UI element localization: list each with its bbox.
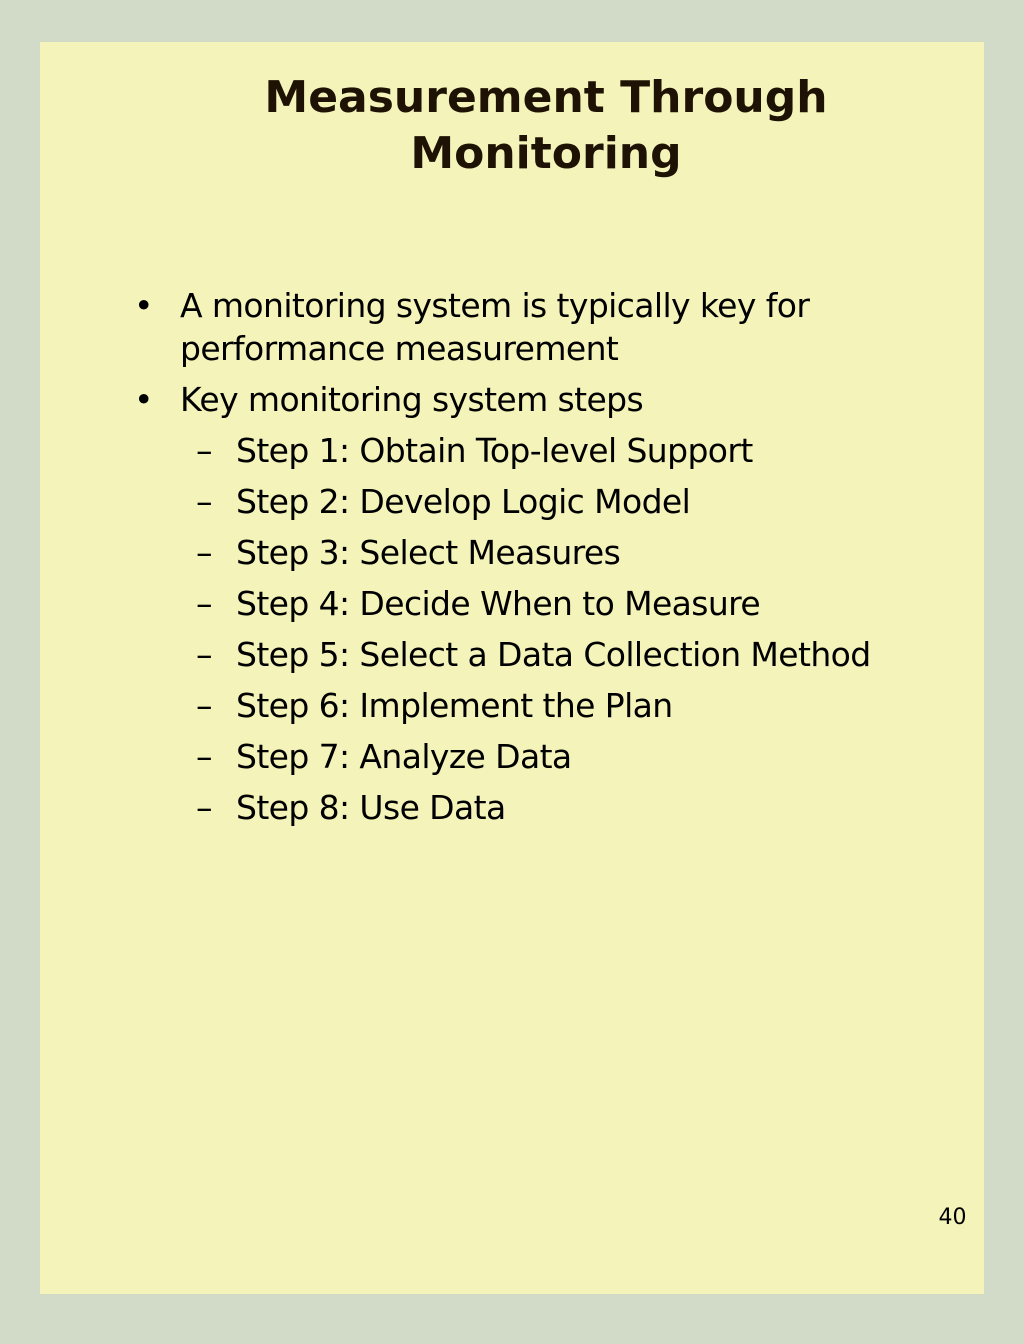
step-dash: – — [196, 737, 213, 776]
step-4: Step 4: Decide When to Measure — [236, 584, 761, 623]
bullet-marker: • — [134, 286, 154, 325]
step-6: Step 6: Implement the Plan — [236, 686, 673, 725]
step-dash: – — [196, 584, 213, 623]
bullet-marker: • — [134, 380, 154, 419]
bullet-1-line-2: performance measurement — [180, 329, 619, 368]
step-dash: – — [196, 635, 213, 674]
step-3: Step 3: Select Measures — [236, 533, 621, 572]
step-dash: – — [196, 431, 213, 470]
bullet-2-text: Key monitoring system steps — [180, 380, 644, 419]
title-line-1: Measurement Through — [264, 72, 828, 123]
title-line-2: Monitoring — [410, 128, 682, 179]
step-7: Step 7: Analyze Data — [236, 737, 572, 776]
step-dash: – — [196, 686, 213, 725]
step-8: Step 8: Use Data — [236, 788, 506, 827]
step-dash: – — [196, 533, 213, 572]
step-1: Step 1: Obtain Top-level Support — [236, 431, 753, 470]
page-number: 40 — [938, 1205, 967, 1230]
step-5: Step 5: Select a Data Collection Method — [236, 635, 871, 674]
step-dash: – — [196, 788, 213, 827]
step-dash: – — [196, 482, 213, 521]
bullet-1-line-1: A monitoring system is typically key for — [180, 286, 810, 325]
step-2: Step 2: Develop Logic Model — [236, 482, 691, 521]
